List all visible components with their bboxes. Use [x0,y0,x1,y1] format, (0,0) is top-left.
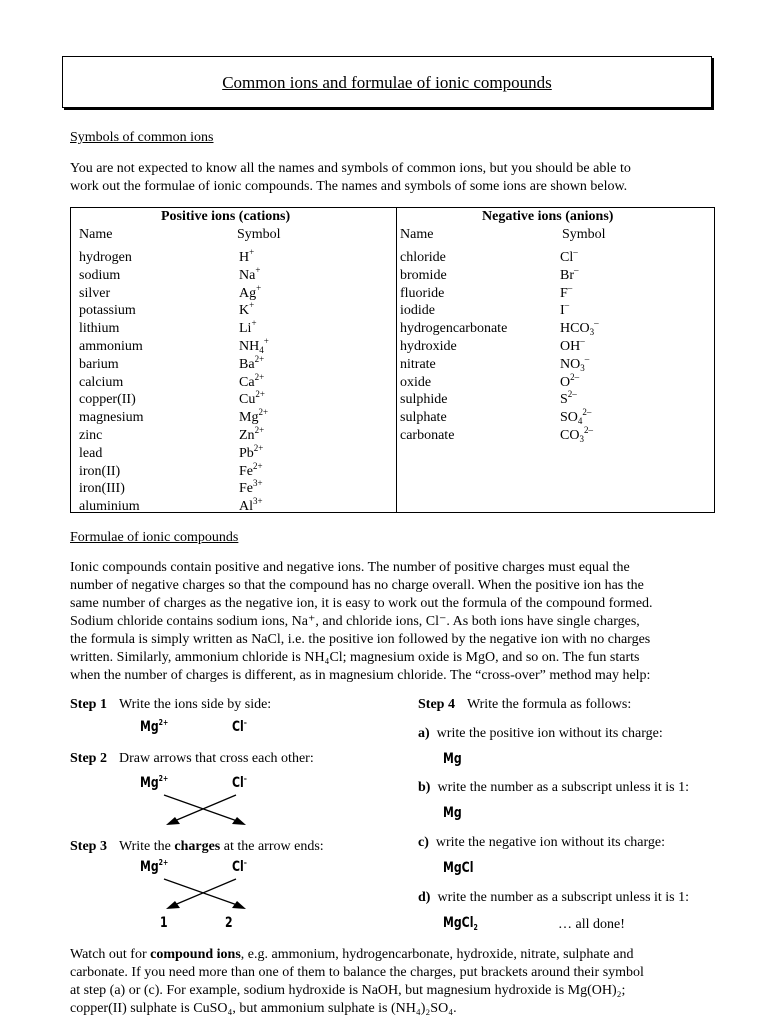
ion-symbol: OH– [560,335,585,354]
ion-name: calcium [79,374,124,390]
paragraph-line: copper(II) sulphate is CuSO₄, but ammonium sulphate is (NH₄)₂SO₄. [70,1001,457,1016]
paragraph-line: written. Similarly, ammonium chloride is NH₄Cl; magnesium oxide is MgO, and so on. The fun starts [70,650,640,665]
ion-symbol: $Ca^{2+}$ [239,371,265,390]
ion-symbol: $SO_4^{2-}$ [560,407,592,427]
paragraph-line: the formula is simply written as NaCl, i.e. the positive ion followed by the negative ion with no charges [70,632,651,647]
ion-symbol: Ag+ [239,282,262,301]
negative-name-header: Name [400,227,434,242]
step-4d-answer: MgCl$_2$ [443,915,478,932]
positive-ion-row [79,386,269,408]
negative-symbol-header: Symbol [562,227,606,242]
step-4c: c) write the negative ion without its charge: [418,835,666,850]
ion-name: ammonium [79,338,143,354]
ion-symbol: I– [560,300,570,319]
ion-name: hydrogencarbonate [400,321,508,337]
ion-symbol: Li+ [239,318,257,337]
step-3-label: Step 3 [70,839,107,854]
negative-ion-list [400,244,599,444]
negative-ion-row [400,351,599,373]
arrow-line [172,795,236,822]
ion-name: silver [79,285,111,301]
step-1-label: Step 1 [70,697,107,712]
negative-ion-row [400,333,599,354]
ion-name: lead [79,445,103,461]
ion-name: iron(III) [79,481,125,497]
title-box [62,56,712,108]
ion-symbol: $O^{2-}$ [560,371,580,390]
positive-ion-row [79,369,269,390]
step-4c-answer: MgCl [443,860,474,876]
step-4a: a) write the positive ion without its charge: [418,726,663,741]
step-4 [418,697,631,713]
ion-symbol: $NO_3^-$ [560,353,590,373]
positive-ion-row [79,262,269,283]
positive-ion-list [79,244,269,515]
ion-name: copper(II) [79,392,136,408]
positive-name-header: Name [79,227,113,242]
step-1-anion: Cl– [232,718,247,735]
step-4-text: Write the formula as follows: [466,697,632,712]
step-4b: b) write the number as a subscript unless it is 1: [418,780,690,795]
positive-ion-row [79,315,269,337]
ion-symbol: $Zn^{2+}$ [239,424,265,443]
step-4a-answer: Mg [443,751,462,767]
ion-name: iron(II) [79,463,121,479]
ion-name: bromide [400,267,447,283]
ion-table [70,207,715,513]
negative-ion-row [400,280,599,301]
negative-ion-row [400,404,599,427]
paragraph-line: Watch out for compound ions, e.g. ammonium, hydrogencarbonate, hydroxide, nitrate, sulphate and [70,947,634,962]
arrowhead-icon [232,901,246,909]
ion-symbol: $Fe^{2+}$ [239,460,263,479]
ion-symbol: $CO_3^{2-}$ [560,424,593,444]
ion-name: barium [79,356,119,372]
ion-name: sodium [79,267,121,283]
ion-name: aluminium [79,499,140,515]
positive-ion-row [79,422,269,443]
paragraph-line: number of negative charges so that the compound has no charge overall. When the positive ion has the [70,578,644,593]
step-4-label: Step 4 [418,697,455,712]
positive-ion-row [79,404,269,426]
paragraph-line: Ionic compounds contain positive and negative ions. The number of positive charges must equal the [70,560,630,575]
step-1-text: Write the ions side by side: [118,697,272,712]
ion-name: nitrate [400,356,436,372]
ion-name: magnesium [79,410,144,426]
positive-ion-row [79,440,269,461]
paragraph-line: at step (a) or (c). For example, sodium hydroxide is NaOH, but magnesium hydroxide is Mg(OH)₂; [70,983,626,998]
ion-name: chloride [400,250,446,265]
ion-name: oxide [400,374,432,390]
ion-symbol: Na+ [239,264,261,283]
positive-ion-row [79,475,269,497]
ion-symbol: Cl– [560,247,578,265]
step-3: Step 3 Write the charges at the arrow ends: [70,839,324,854]
all-done-text: … all done! [558,917,625,932]
negative-ions-heading: Negative ions (anions) [482,209,614,224]
paragraph-line: when the number of charges is different, as in magnesium chloride. The “cross-over” method may help: [70,668,651,683]
step-3-number-left: 1 [160,915,168,931]
ion-name: hydroxide [400,338,457,354]
positive-ion-row [79,297,269,319]
ion-name: zinc [79,427,103,443]
ion-symbol: $Fe^{3+}$ [239,478,263,497]
ion-name: fluoride [400,285,445,301]
section-heading-symbols: Symbols of common ions [70,130,214,145]
step-3-cross-arrows [160,877,250,913]
ion-symbol: F– [560,282,573,301]
ion-name: hydrogen [79,250,132,265]
positive-symbol-header: Symbol [237,227,281,242]
page-title: Common ions and formulae of ionic compounds [222,73,552,92]
paragraph-line: carbonate. If you need more than one of them to balance the charges, put brackets around their symbol [70,965,644,980]
negative-ion-row [400,262,599,283]
formulae-paragraph [70,559,720,685]
positive-ion-row [79,493,269,515]
compound-ions-paragraph [70,946,720,1018]
ion-symbol: $Cu^{2+}$ [239,389,265,408]
negative-ion-row [400,386,599,408]
ion-symbol: $Al^{3+}$ [239,496,263,515]
paragraph-line: same number of charges as the negative ion, it is easy to work out the formula of the compound formed. [70,596,653,611]
section-heading-formulae: Formulae of ionic compounds [70,530,239,545]
positive-ion-row [79,351,269,372]
step-3-number-right: 2 [225,915,233,931]
step-1 [70,697,271,713]
step-1-cation: $Mg^{2+}$ [140,718,169,735]
ion-symbol: K+ [239,300,255,319]
intro-line-2: work out the formulae of ionic compounds. The names and symbols of some ions are shown below. [70,179,628,194]
negative-ion-row [400,244,599,265]
ion-symbol: Br– [560,264,579,283]
table-divider [396,208,397,512]
positive-ions-heading: Positive ions (cations) [161,209,291,224]
step-2-text: Draw arrows that cross each other: [118,751,314,766]
arrow-line [172,879,236,906]
negative-ion-row [400,422,599,444]
ion-name: potassium [79,303,136,319]
ion-name: sulphate [400,410,447,426]
arrowhead-icon [166,901,180,909]
ion-symbol: $Ba^{2+}$ [239,353,265,372]
step-2-cross-arrows [160,793,250,829]
step-4d: d) write the number as a subscript unless it is 1: [418,890,690,905]
step-4b-answer: Mg [443,805,462,821]
ion-symbol: $S^{2-}$ [560,389,577,408]
positive-ion-row [79,244,269,265]
negative-ion-row [400,315,599,338]
ion-symbol: $HCO_3^-$ [560,318,599,338]
ion-symbol: $Mg^{2+}$ [239,407,269,426]
step-2-label: Step 2 [70,751,107,766]
ion-name: iodide [400,303,435,319]
ion-symbol: $Pb^{2+}$ [239,442,264,461]
positive-ion-row [79,333,269,355]
ion-name: sulphide [400,392,448,408]
negative-ion-row [400,297,599,319]
paragraph-line: Sodium chloride contains sodium ions, Na⁺, and chloride ions, Cl⁻. As both ions have single charges, [70,614,640,629]
step-3-anion: Cl– [232,858,247,875]
arrowhead-icon [166,817,180,825]
ion-name: carbonate [400,427,455,443]
step-2-anion: Cl– [232,774,247,791]
positive-ion-row [79,280,269,301]
ion-symbol: H+ [239,247,255,265]
ion-name: lithium [79,321,120,337]
ion-symbol: $NH_4^+$ [239,335,269,355]
step-2-cation: $Mg^{2+}$ [140,774,169,791]
step-3-cation: $Mg^{2+}$ [140,858,169,875]
positive-ion-row [79,458,269,479]
step-2 [70,751,314,767]
negative-ion-row [400,369,599,390]
arrowhead-icon [232,817,246,825]
intro-line-1: You are not expected to know all the names and symbols of common ions, but you should be able to [70,161,631,176]
